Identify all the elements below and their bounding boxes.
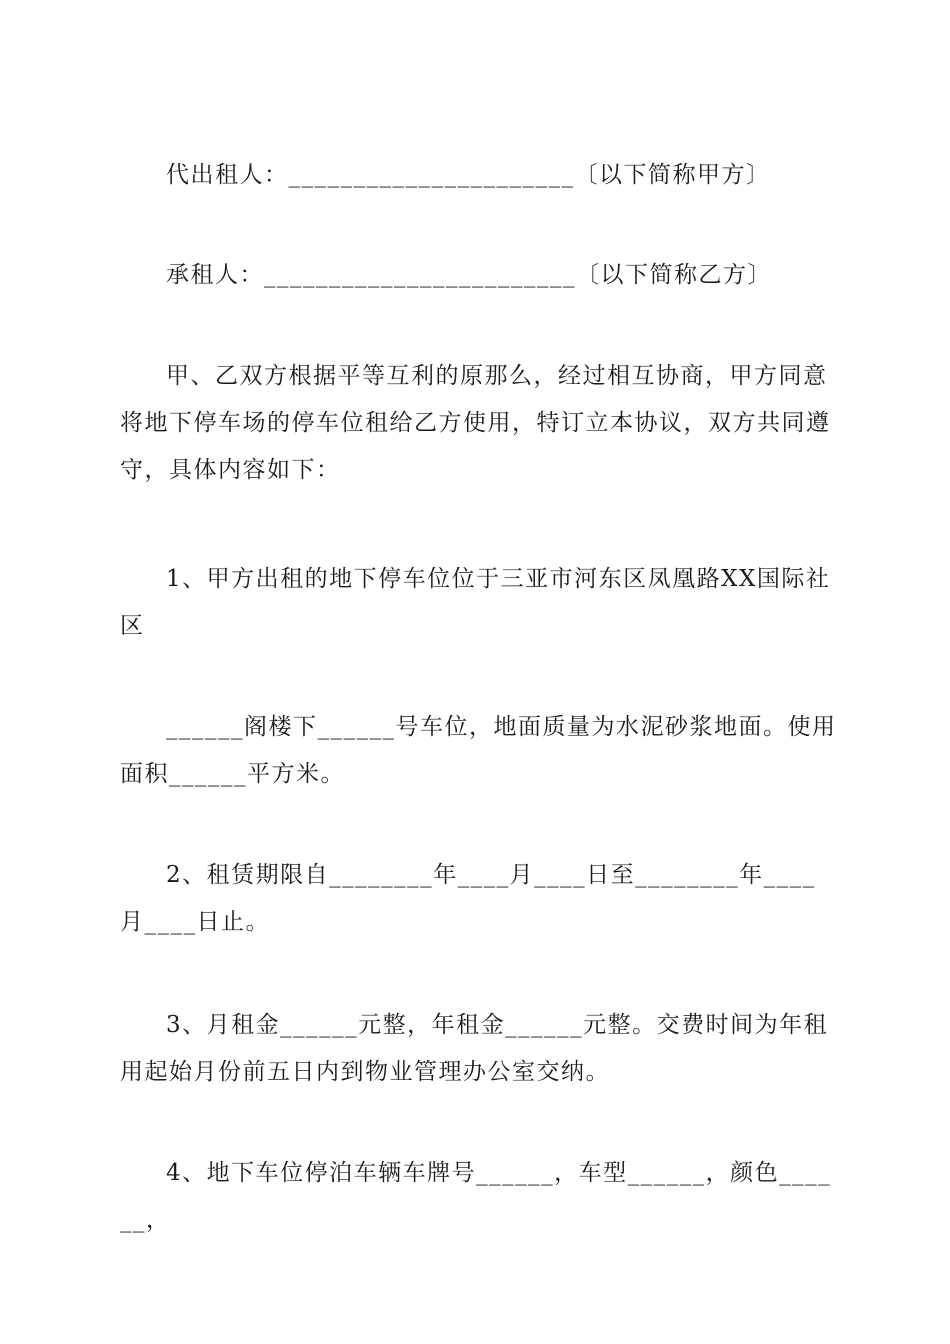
clause-4-vehicle: 4、地下车位停泊车辆车牌号______，车型______，颜色______， [120, 1160, 832, 1233]
clause-1-location: 1、甲方出租的地下停车位位于三亚市河东区凤凰路XX国际社区 [120, 566, 831, 639]
agreement-intro: 甲、乙双方根据平等互利的原那么，经过相互协商，甲方同意将地下停车场的停车位租给乙方使用，特订立本协议，双方共同遵守，具体内容如下： [120, 363, 831, 483]
lessor-line: 代出租人：______________________〔以下简称甲方〕 [166, 162, 771, 188]
clause-2-lease-term: 2、租赁期限自________年____月____日至________年____月____日止。 [120, 862, 816, 935]
clause-3-rent: 3、月租金______元整，年租金______元整。交费时间为年租用起始月份前五日内到物业管理办公室交纳。 [120, 1012, 829, 1085]
clause-1-parking-space: ______阁楼下______号车位，地面质量为水泥砂浆地面。使用面积______平方米。 [120, 714, 837, 787]
lessee-line: 承租人：________________________〔以下简称乙方〕 [166, 262, 772, 288]
